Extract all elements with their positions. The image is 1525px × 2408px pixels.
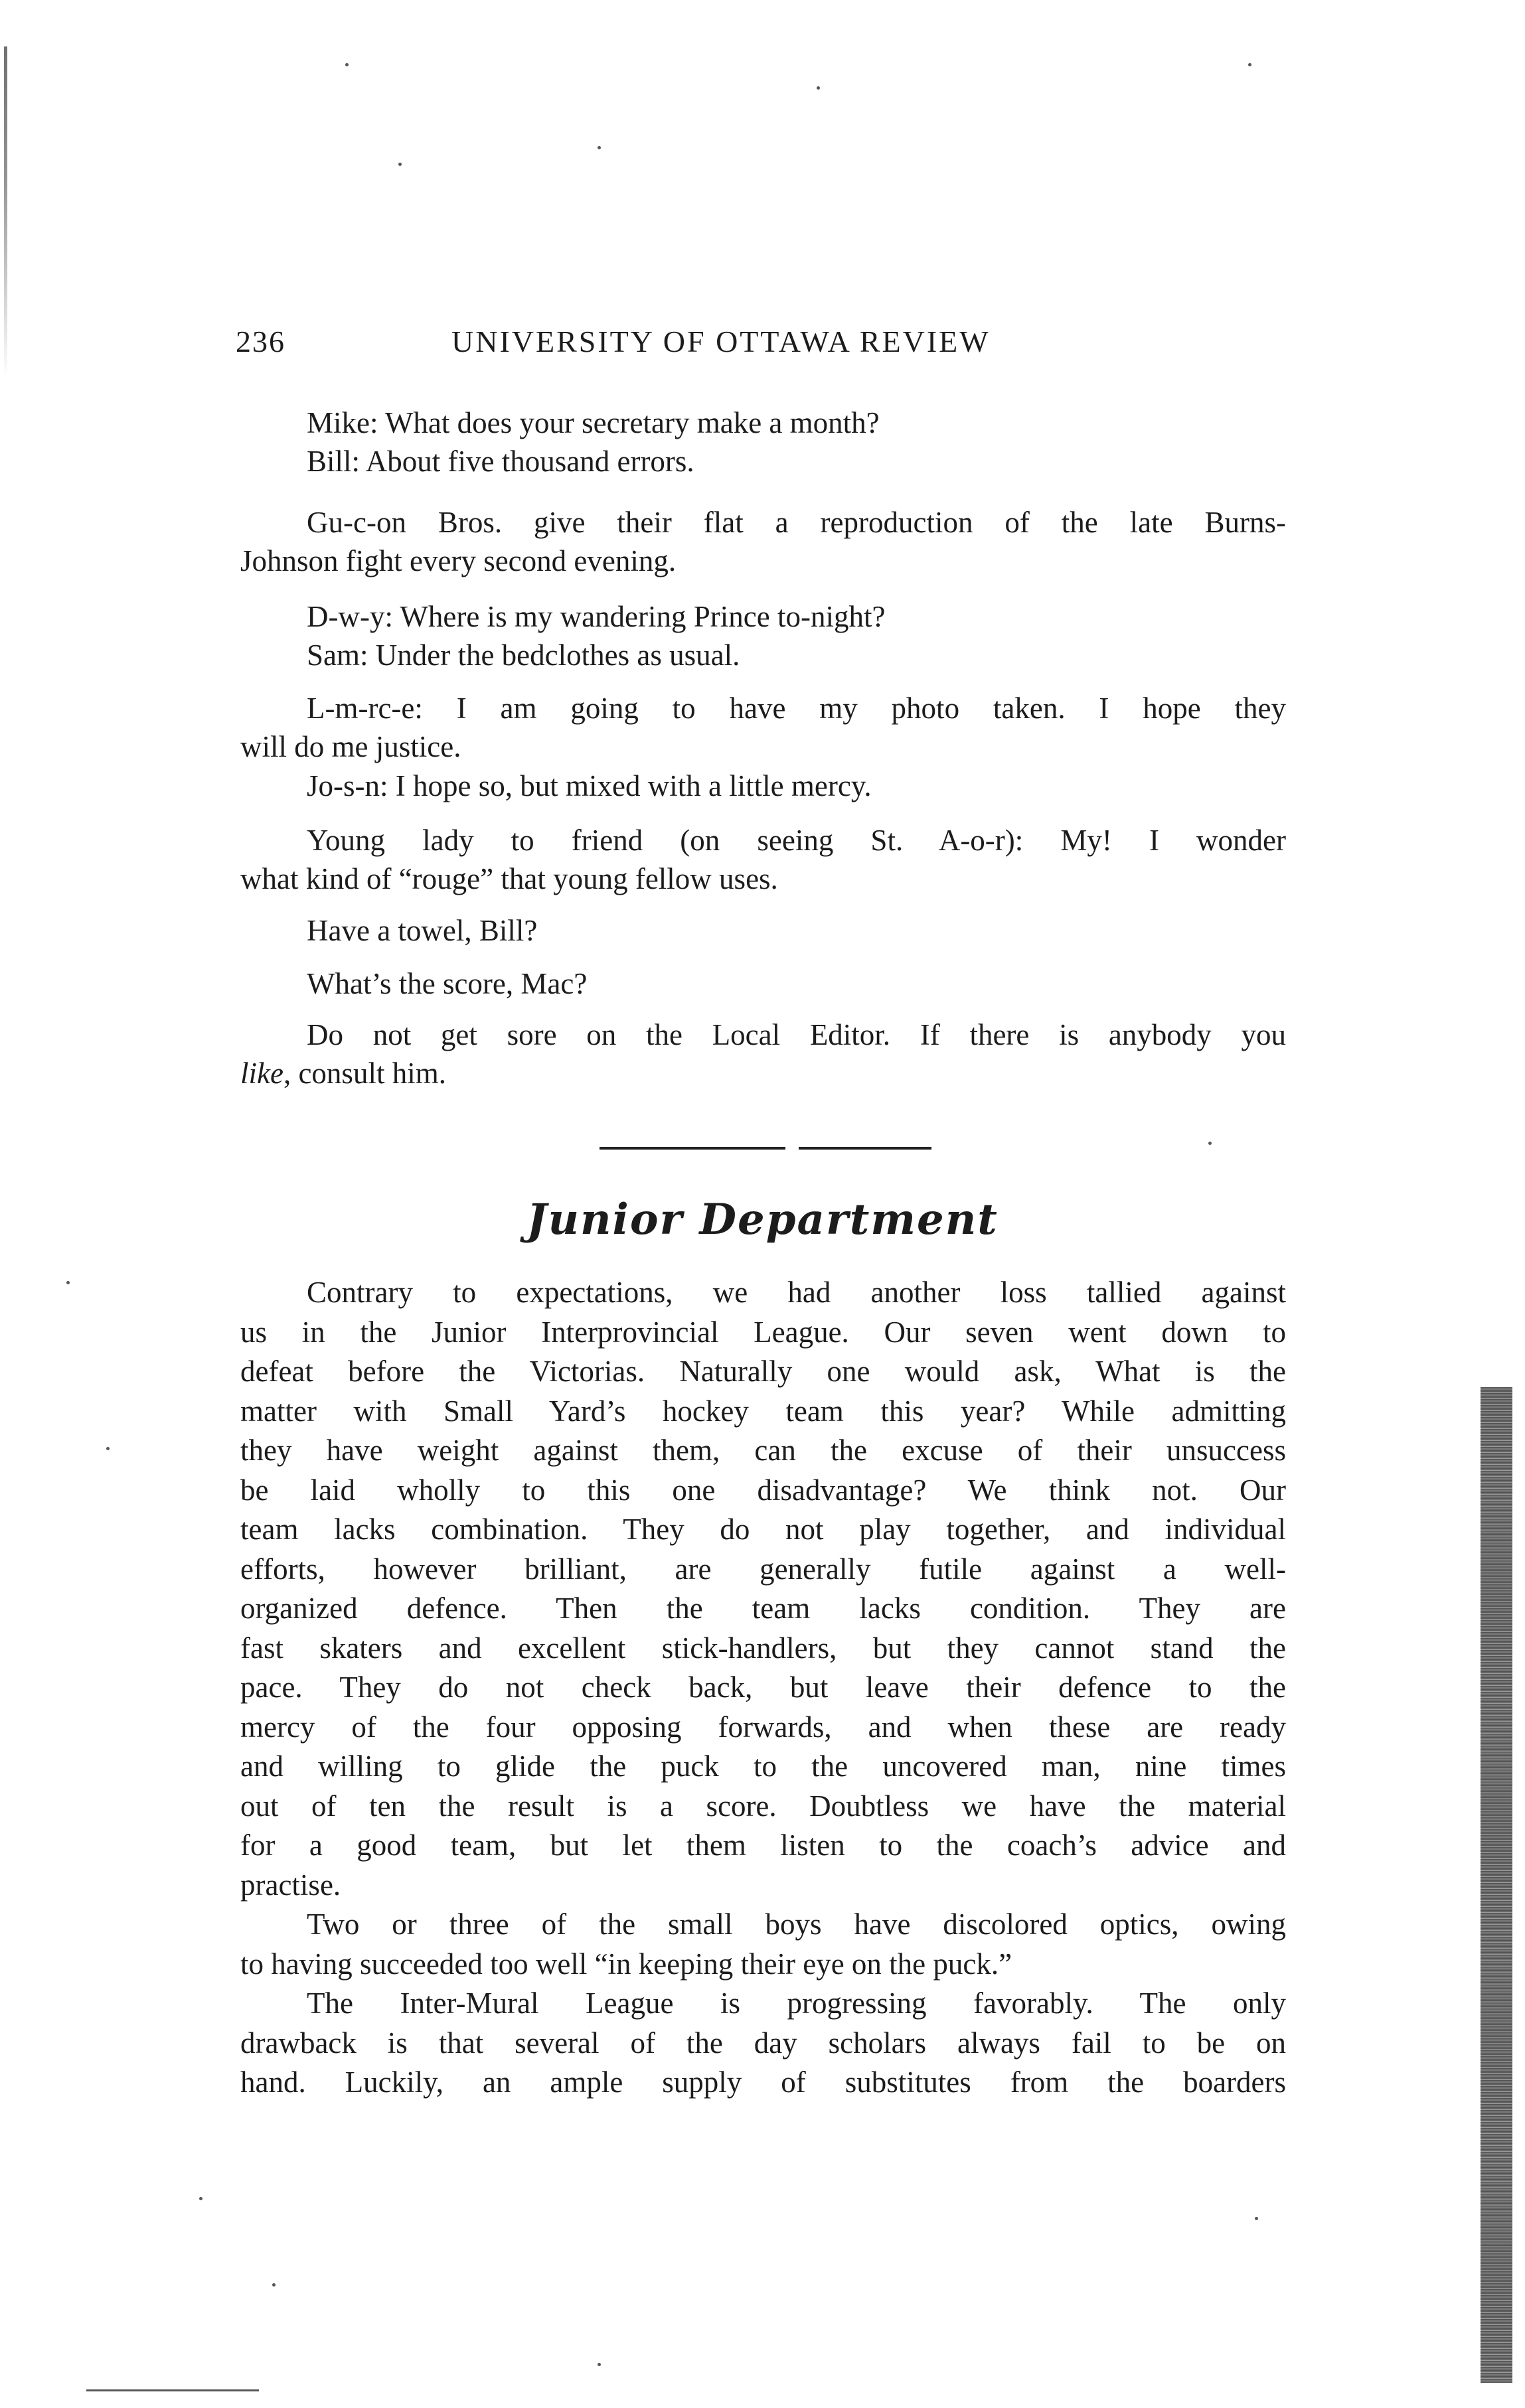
- local-item: [240, 404, 1286, 481]
- text-line: matter with Small Yard’s hockey team this year? While admitting: [240, 1394, 1286, 1428]
- text-line: us in the Junior Interprovincial League. Our seven went down to: [240, 1315, 1286, 1349]
- text-line: organized defence. Then the team lacks condition. They are: [240, 1592, 1286, 1625]
- scan-speck: [106, 1447, 110, 1450]
- text-line: [240, 1054, 1286, 1092]
- text-line: be laid wholly to this one disadvantage? We think not. Our: [240, 1473, 1286, 1507]
- scan-speck: [199, 2197, 202, 2200]
- scan-speck: [398, 163, 402, 166]
- page-header: [236, 324, 1085, 377]
- section-heading: Junior Department: [526, 1195, 999, 1244]
- text-line: out of ten the result is a score. Doubtless we have the material: [240, 1789, 1286, 1823]
- text-line: to having succeeded too well “in keeping their eye on the puck.”: [240, 1947, 1012, 1981]
- text-line: mercy of the four opposing forwards, and when these are ready: [240, 1710, 1286, 1744]
- local-item: [240, 689, 1286, 766]
- text-fragment: , consult him.: [283, 1057, 446, 1090]
- scan-speck: [345, 63, 349, 66]
- scan-edge-artifact: [1481, 1387, 1512, 2383]
- scan-speck: [598, 146, 601, 149]
- text-line: Gu-c-on Bros. give their flat a reproduction of the late Burns-: [307, 506, 1286, 539]
- scan-speck: [1208, 1142, 1212, 1145]
- text-line: Two or three of the small boys have discolored optics, owing: [307, 1908, 1286, 1941]
- text-line: D-w-y: Where is my wandering Prince to-night?: [307, 600, 886, 633]
- text-line: practise.: [240, 1868, 341, 1902]
- text-line: fast skaters and excellent stick-handlers, but they cannot stand the: [240, 1631, 1286, 1665]
- local-item: [240, 597, 1286, 674]
- text-line: Young lady to friend (on seeing St. A-o-r): My! I wonder: [307, 824, 1286, 857]
- text-line: what kind of “rouge” that young fellow uses.: [240, 862, 778, 895]
- text-line: Have a towel, Bill?: [307, 914, 538, 947]
- text-line: Contrary to expectations, we had another loss tallied against: [307, 1276, 1286, 1309]
- scan-speck: [817, 86, 820, 90]
- text-line: team lacks combination. They do not play together, and individual: [240, 1513, 1286, 1546]
- text-line: they have weight against them, can the excuse of their unsuccess: [240, 1434, 1286, 1467]
- text-line: drawback is that several of the day scholars always fail to be on: [240, 2026, 1286, 2060]
- scan-binding-shadow: [4, 46, 7, 378]
- text-line: defeat before the Victorias. Naturally one would ask, What is the: [240, 1355, 1286, 1388]
- divider-segment: [799, 1147, 931, 1150]
- text-line: What’s the score, Mac?: [307, 967, 588, 1000]
- running-head: UNIVERSITY OF OTTAWA REVIEW: [451, 325, 991, 358]
- section-divider: [600, 1147, 931, 1150]
- local-item: [240, 503, 1286, 580]
- scan-speck: [1248, 63, 1251, 66]
- text-line: Mike: What does your secretary make a month?: [307, 406, 880, 439]
- text-line: Sam: Under the bedclothes as usual.: [307, 639, 740, 672]
- scan-speck: [66, 1281, 70, 1284]
- scan-speck: [598, 2363, 601, 2366]
- text-line: hand. Luckily, an ample supply of substitutes from the boarders: [240, 2066, 1286, 2099]
- local-item: [240, 964, 1286, 1003]
- local-item: [240, 767, 1286, 805]
- scan-bottom-artifact: [86, 2389, 259, 2391]
- text-line: Bill: About five thousand errors.: [307, 445, 694, 478]
- text-line: and willing to glide the puck to the uncovered man, nine times: [240, 1750, 1286, 1783]
- scan-speck: [272, 2283, 276, 2287]
- italic-word: like: [240, 1057, 283, 1090]
- junior-department-text: [240, 1273, 1286, 2103]
- text-line: Do not get sore on the Local Editor. If there is anybody you: [307, 1018, 1286, 1051]
- text-line: pace. They do not check back, but leave their defence to the: [240, 1671, 1286, 1704]
- local-item: [240, 1016, 1286, 1092]
- text-line: will do me justice.: [240, 730, 461, 763]
- local-item: [240, 821, 1286, 898]
- text-line: efforts, however brilliant, are generally futile against a well-: [240, 1552, 1286, 1586]
- local-item: [240, 911, 1286, 950]
- divider-segment: [600, 1147, 785, 1150]
- text-line: Johnson fight every second evening.: [240, 544, 677, 577]
- page-number: 236: [236, 325, 285, 358]
- text-line: for a good team, but let them listen to the coach’s advice and: [240, 1829, 1286, 1862]
- scan-speck: [1255, 2217, 1258, 2220]
- text-line: Jo-s-n: I hope so, but mixed with a little mercy.: [307, 769, 872, 802]
- text-line: The Inter-Mural League is progressing favorably. The only: [307, 1987, 1286, 2020]
- text-line: L-m-rc-e: I am going to have my photo taken. I hope they: [307, 692, 1286, 725]
